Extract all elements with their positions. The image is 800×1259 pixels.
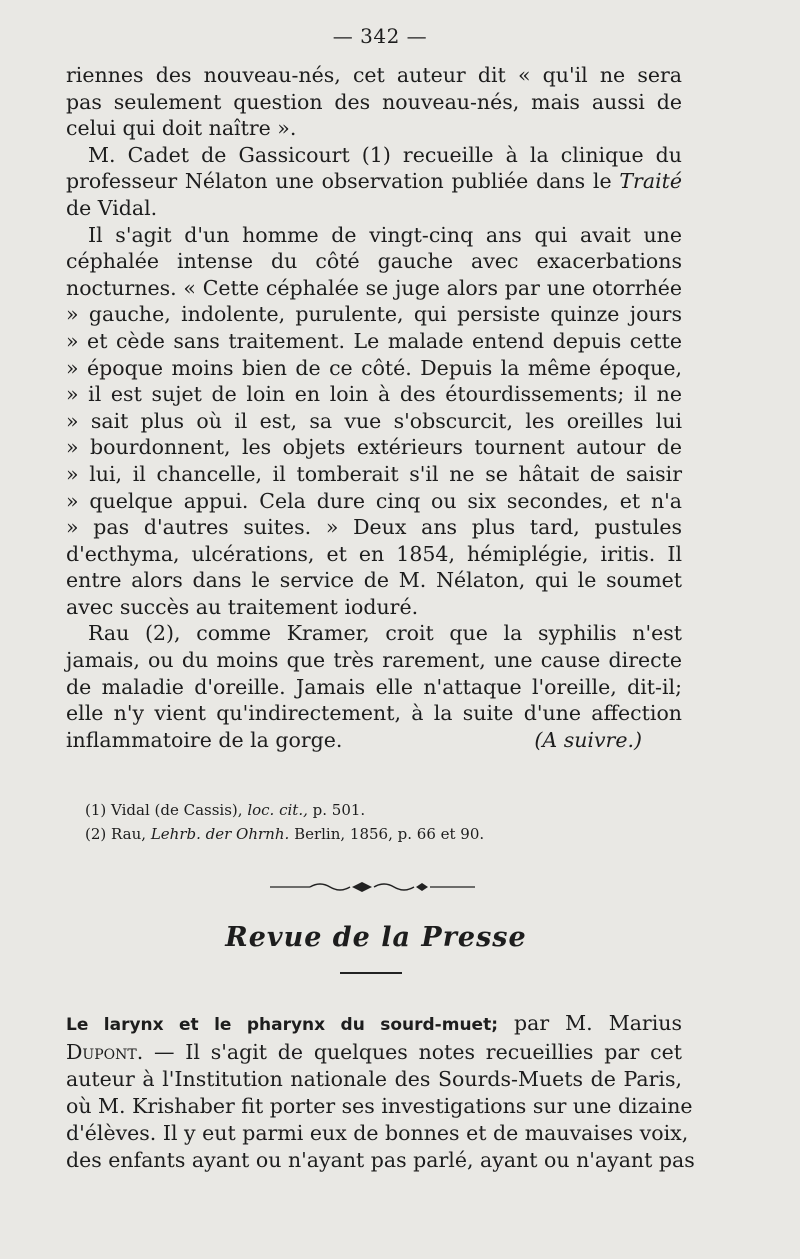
text-line: » lui, il chancelle, il tomberait s'il ne se hâtait de saisir	[66, 461, 682, 486]
text-line: » il est sujet de loin en loin à des étourdissements; il ne	[66, 382, 682, 407]
text-line	[66, 1039, 682, 1066]
page-number: — 342 —	[332, 24, 428, 48]
text-line: » sait plus où il est, sa vue s'obscurcit, les oreilles lui	[66, 408, 682, 433]
text-line: nocturnes. « Cette céphalée se juge alors par une otorrhée	[66, 275, 682, 300]
press-review	[66, 1010, 695, 1174]
ornament-divider-icon	[270, 879, 475, 895]
text-line: d'élèves. Il y eut parmi eux de bonnes et de mauvaises voix,	[66, 1121, 689, 1145]
footnote-text: Rau,	[111, 825, 147, 843]
text-line: jamais, ou du moins que très rarement, une cause directe	[66, 648, 682, 673]
text-segment: professeur Nélaton une observation publiée dans le Traité	[66, 169, 682, 194]
book-title: Traité	[619, 169, 682, 194]
footnote-text: Vidal (de Cassis),	[111, 801, 243, 819]
text-line: auteur à l'Institution nationale des Sourds-Muets de Paris,	[66, 1067, 682, 1091]
text-line	[66, 727, 682, 754]
text-line: M. Cadet de Gassicourt (1) recueille à la clinique du	[88, 142, 682, 167]
footnote-mark: (1)	[85, 801, 107, 819]
text-line: de maladie d'oreille. Jamais elle n'attaque l'oreille, dit-il;	[66, 674, 682, 699]
text-line: entre alors dans le service de M. Nélaton, qui le soumet	[66, 568, 682, 593]
text-line: » et cède sans traitement. Le malade entend depuis cette	[66, 328, 682, 353]
text-segment: — Il s'agit de quelques notes recueillies par cet	[154, 1040, 682, 1064]
to-be-continued: (A suivre.)	[534, 727, 642, 752]
footnote-text: Berlin, 1856, p. 66 et 90.	[294, 825, 485, 843]
section-title: Revue de la Presse	[225, 922, 527, 953]
footnote-italic: Lehrb. der Ohrnh.	[150, 825, 290, 843]
text-line: » époque moins bien de ce côté. Depuis la même époque,	[66, 355, 682, 380]
text-line: avec succès au traitement ioduré.	[66, 594, 419, 619]
footnote-2	[85, 822, 645, 846]
text-line: Il s'agit d'un homme de vingt-cinq ans qui avait une	[88, 222, 682, 247]
text-line: de Vidal.	[66, 195, 158, 220]
text-line: riennes des nouveau-nés, cet auteur dit « qu'il ne sera	[66, 63, 682, 87]
text-line: » pas d'autres suites. » Deux ans plus tard, pustules	[66, 515, 682, 540]
title-underline	[340, 972, 402, 974]
footnote-text: p. 501.	[312, 801, 366, 819]
text-line: où M. Krishaber fit porter ses investigations sur une dizaine	[66, 1094, 693, 1118]
footnote-1	[85, 798, 645, 822]
text-line: » gauche, indolente, purulente, qui persiste quinze jours	[66, 302, 682, 327]
text-segment: par M. Marius	[514, 1011, 682, 1035]
body-text	[66, 62, 682, 753]
text-line: pas seulement question des nouveau-nés, mais aussi de	[66, 89, 682, 114]
footnote-mark: (2)	[85, 825, 107, 843]
article-headline: Le larynx et le pharynx du sourd-muet;	[66, 1015, 499, 1035]
text-line: d'ecthyma, ulcérations, et en 1854, hémiplégie, iritis. Il	[66, 541, 682, 566]
text-line: elle n'y vient qu'indirectement, à la suite d'une affection	[66, 701, 682, 726]
footnotes	[85, 798, 645, 846]
text-line	[66, 1010, 682, 1039]
footnote-italic: loc. cit.,	[247, 801, 308, 819]
text-line: Rau (2), comme Kramer, croit que la syphilis n'est	[88, 621, 682, 646]
author-name: Dupont.	[66, 1040, 144, 1064]
text-line: » bourdonnent, les objets extérieurs tournent autour de	[66, 435, 682, 460]
text-line: céphalée intense du côté gauche avec exacerbations	[66, 249, 682, 274]
text-line	[66, 168, 682, 195]
text-segment: inflammatoire de la gorge.	[66, 727, 343, 752]
text-line: celui qui doit naître ».	[66, 116, 297, 141]
text-line: des enfants ayant ou n'ayant pas parlé, ayant ou n'ayant pas	[66, 1148, 695, 1172]
text-line: » quelque appui. Cela dure cinq ou six secondes, et n'a	[66, 488, 682, 513]
